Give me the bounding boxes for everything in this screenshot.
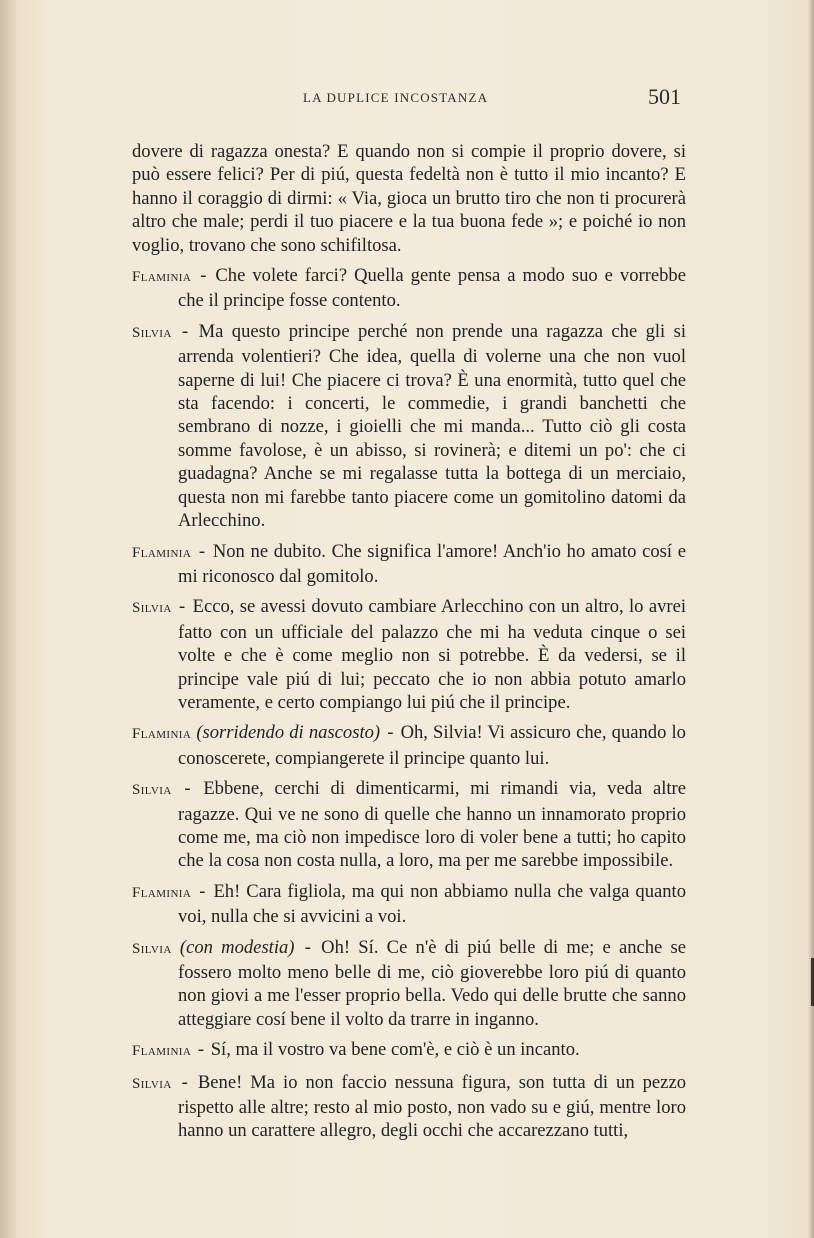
page-edge — [808, 0, 814, 1238]
speaker-name: Silvia — [132, 1075, 172, 1092]
speech-dash: - — [182, 320, 189, 342]
speaker-name: Silvia — [132, 324, 172, 341]
speech-text: Ma questo principe perché non prende una ragazza che gli si arrenda volentieri? Che idea, quella di volerne una che non vuol saperne di lui! Che piacere ci trova? È una enormità, tutto quel che sta facendo: i concerti, le commedie, i grandi banchetti che sembrano di nozze, i gioielli che mi manda... Tutto ciò gli costa somme favolose, è un abisso, si rovinerà; e ditemi un po': che ci guadagna? Anche se mi regalasse tutta la bottega di un merciaio, questa non mi farebbe tanto piacere come un gomitolino datomi da Arlecchino. — [178, 320, 686, 532]
speech-dash: - — [199, 880, 206, 902]
speech-text: Ebbene, cerchi di dimenticarmi, mi rimandi via, veda altre ragazze. Qui ve ne sono di quelle che hanno un innamorato proprio come me, ma ciò non impedisce loro di voler bene a tutti; ho capito che la cosa non costa nulla, a loro, ma per me sarebbe impossibile. — [178, 778, 687, 872]
speech-1 — [132, 264, 686, 313]
speech-6 — [132, 777, 687, 873]
running-title: LA DUPLICE INCOSTANZA — [303, 90, 489, 105]
speech-8 — [132, 936, 687, 1032]
speaker-name: Flaminia — [132, 884, 192, 901]
opening-paragraph: dovere di ragazza onesta? E quando non si compie il proprio dovere, si può essere felici? Per di piú, questa fedeltà non è tutto il mio incanto? E hanno il coraggio di dirmi: « Via, gioca un brutto tiro che non ti procurerà altro che male; perdi il tuo piacere e la tua buona fede »; e poiché io non voglio, trovano che sono schifiltosa. — [132, 141, 686, 256]
speech-text: Non ne dubito. Che significa l'amore! Anch'io ho amato cosí e mi riconosco dal gomitolo. — [178, 540, 686, 587]
speech-dash: - — [181, 1071, 188, 1093]
speech-text: Che volete farci? Quella gente pensa a modo suo e vorrebbe che il principe fosse contento. — [178, 265, 686, 312]
speech-dash: - — [198, 540, 206, 562]
speaker-name: Flaminia — [132, 544, 192, 561]
speech-text: Ecco, se avessi dovuto cambiare Arlecchino con un altro, lo avrei fatto con un ufficiale del palazzo che mi ha veduta cinque o sei volte e che è come meglio non si potrebbe. È da vedersi, se il principe vale piú di lui; peccato che io non abbia potuto amarlo veramente, e certo compiango lui piú che il principe. — [178, 596, 686, 713]
speech-4 — [132, 595, 686, 714]
speaker-name: Silvia — [132, 600, 172, 617]
speech-text: Oh, Silvia! Vi assicuro che, quando lo conoscerete, compiangerete il principe quanto lui. — [178, 722, 686, 769]
speech-text: Eh! Cara figliola, ma qui non abbiamo nulla che valga quanto voi, nulla che si avvicini a voi. — [178, 880, 687, 928]
speech-2 — [132, 320, 686, 533]
speaker-name: Flaminia — [132, 726, 192, 743]
page-header — [0, 84, 814, 114]
speech-9 — [132, 1038, 686, 1063]
speech-dash: - — [387, 722, 394, 744]
speech-dash: - — [197, 1039, 205, 1061]
page-body — [132, 140, 686, 1150]
speaker-name: Flaminia — [132, 1043, 192, 1060]
stage-direction: (con modestia) — [179, 936, 295, 958]
speech-text: Sí, ma il vostro va bene com'è, e ciò è un incanto. — [210, 1039, 580, 1061]
speech-dash: - — [179, 596, 186, 618]
speech-10 — [132, 1071, 686, 1143]
speaker-name: Flaminia — [132, 269, 192, 286]
speech-text: Bene! Ma io non faccio nessuna figura, son tutta di un pezzo rispetto alle altre; resto al mio posto, non vado su e giú, mentre loro hanno un carattere allegro, degli occhi che accarezzano tutti, — [178, 1071, 686, 1142]
speaker-name: Silvia — [132, 782, 172, 799]
stage-direction: (sorridendo di nascosto) — [196, 722, 381, 744]
speech-dash: - — [184, 778, 191, 800]
page-number: 501 — [648, 84, 681, 109]
gutter-shadow — [0, 0, 18, 1238]
speech-3 — [132, 540, 686, 589]
speech-7 — [132, 880, 687, 929]
speech-5 — [132, 721, 686, 770]
speech-dash: - — [200, 265, 207, 287]
speech-dash: - — [304, 936, 311, 958]
speaker-name: Silvia — [132, 940, 172, 957]
speech-text: Oh! Sí. Ce n'è di piú belle di me; e anche se fossero molto meno belle di me, ciò gioverebbe loro piú di quanto non giovi a me l'esser proprio bella. Vedo qui delle brutte che sanno atteggiare cosí bene il volto da trarre in inganno. — [178, 936, 687, 1030]
